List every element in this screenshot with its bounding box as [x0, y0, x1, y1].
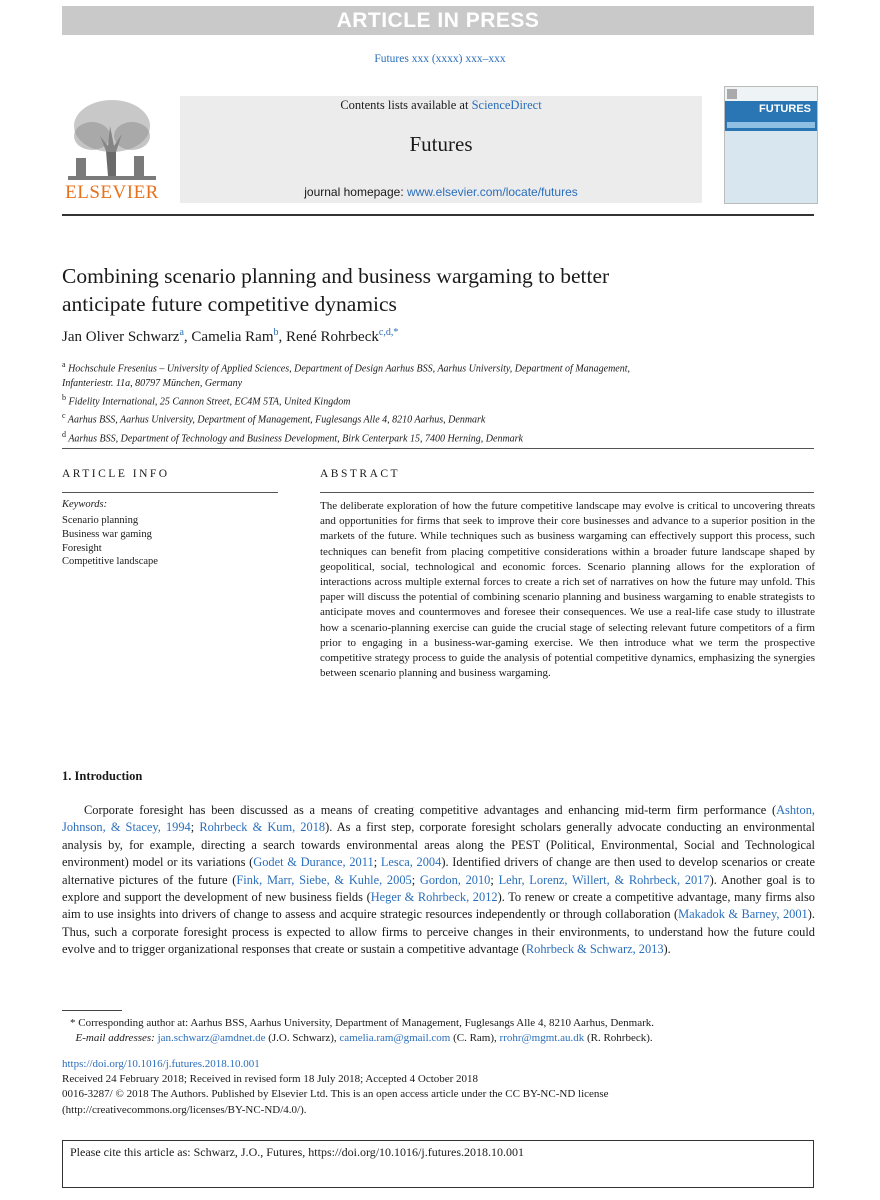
email-link[interactable]: rrohr@mgmt.au.dk	[499, 1032, 585, 1044]
affiliation-text: Aarhus BSS, Aarhus University, Department of Management, Fuglesangs Alle 4, 8210 Aarhus, Denmark	[67, 414, 486, 426]
citation-link[interactable]: Ashton, Johnson, & Stacey, 1994	[62, 803, 815, 835]
footnote-rule	[62, 1010, 122, 1011]
email-link[interactable]: jan.schwarz@amdnet.de	[157, 1032, 266, 1044]
affiliation-text: Infanteriestr. 11a, 80797 München, Germany	[62, 377, 243, 389]
affiliation-text: Hochschule Fresenius – University of Applied Sciences, Department of Design Aarhus BSS, Aarhus University, Department of Management,	[68, 363, 631, 375]
affiliation-text: Fidelity International, 25 Cannon Street, EC4M 5TA, United Kingdom	[68, 396, 351, 408]
citation-text: Please cite this article as: Schwarz, J.O., Futures, https://doi.org/10.1016/j.futures.2018.10.001	[70, 1145, 525, 1159]
intro-text: Corporate foresight has been discussed as a means of creating competitive advantages and enhancing mid-term firm performance (	[84, 803, 777, 817]
citation-link[interactable]: Makadok & Barney, 2001	[678, 907, 808, 922]
email-link[interactable]: camelia.ram@gmail.com	[339, 1032, 451, 1044]
abstract-rule	[320, 492, 814, 493]
citation-link[interactable]: Godet & Durance, 2011	[253, 855, 374, 870]
introduction-paragraph	[62, 802, 815, 959]
intro-text: ;	[373, 855, 381, 870]
citation-box	[62, 1140, 814, 1188]
keyword-item: Scenario planning	[62, 515, 139, 526]
intro-text: ;	[411, 872, 420, 887]
cover-publisher-mark	[727, 89, 737, 99]
intro-text: ;	[190, 820, 200, 835]
affiliation-item	[62, 428, 814, 447]
section-heading-introduction: 1. Introduction	[62, 769, 143, 783]
affiliation-item	[62, 358, 814, 377]
author-affiliation-mark[interactable]: a	[179, 327, 184, 338]
cover-body	[725, 131, 817, 203]
citation-link[interactable]: Heger & Rohrbeck, 2012	[370, 890, 498, 905]
doi-link[interactable]: https://doi.org/10.1016/j.futures.2018.10.001	[62, 1058, 260, 1070]
citation-link[interactable]: Lehr, Lorenz, Willert, & Rohrbeck, 2017	[498, 872, 710, 887]
citation-link[interactable]: Rohrbeck & Schwarz, 2013	[525, 942, 664, 957]
license-line: 0016-3287/ © 2018 The Authors. Published by Elsevier Ltd. This is an open access article under the CC BY-NC-ND license	[62, 1088, 609, 1101]
abstract-text: The deliberate exploration of how the future competitive landscape may evolve is critical to uncovering threats and opportunities for firms that seek to improve their core businesses and advance to a superior position in the markets of the future. While techniques such as business wargaming can effectively support this process, such techniques can benefit from placing competitive considerations within a broader future landscape shaped by geopolitical, social, technological and economic forces. Scenario planning allows for the exploration of interactions across multiple external forces to create a rich set of narratives on how the future may unfold. This paper will discuss the potential of combining scenario planning and business wargaming to enable strategists to anticipate moves and countermoves and foresee their consequences. We use a real-life case study to illustrate how a scenario-planning exercise can guide the crucial stage of selecting relevant future competitors of a firm prior to engaging in a business-war-gaming exercise. We then introduce what we term the prospective competitive strategy process to guide the analysis of potential competitive dynamics, emphasizing the synergies between scenario planning and business wargaming.	[320, 500, 815, 680]
section-divider	[62, 448, 814, 449]
affiliation-item	[62, 391, 814, 410]
article-title	[62, 262, 814, 318]
email-owner: (J.O. Schwarz),	[265, 1032, 340, 1044]
corresponding-author-note: * Corresponding author at: Aarhus BSS, Aarhus University, Department of Management, Fuglesangs Alle 4, 8210 Aarhus, Denmark.	[70, 1017, 655, 1029]
intro-text: ;	[490, 872, 499, 887]
affiliation-list	[62, 358, 814, 446]
keywords-label: Keywords:	[62, 499, 108, 510]
sciencedirect-link[interactable]: ScienceDirect	[471, 98, 542, 112]
journal-header-box	[180, 96, 702, 203]
abstract-heading: ABSTRACT	[320, 468, 401, 480]
elsevier-wordmark: ELSEVIER	[65, 182, 159, 203]
author-name: Jan Oliver Schwarz	[62, 329, 180, 345]
article-in-press-banner: ARTICLE IN PRESS	[62, 6, 814, 35]
intro-text: ). As a first step, corporate foresight scholars generally advocate conducting an environmental analysis by, for example, directing a search towards environmental areas along the PEST (Political, Environmental, Social and Technological environment) model or its variations (	[62, 820, 815, 870]
email-owner: (R. Rohrbeck).	[584, 1032, 653, 1044]
keyword-item: Foresight	[62, 542, 102, 554]
affiliation-mark: d	[62, 429, 66, 439]
citation-link[interactable]: Lesca, 2004	[380, 855, 442, 870]
title-line-2: anticipate future competitive dynamics	[62, 292, 397, 316]
author-name: Camelia Ram	[191, 329, 274, 345]
author-list: Jan Oliver Schwarz$^a$, Camelia Ram$^b$, René Rohrbeck$^{c,d,*}$	[62, 327, 399, 345]
citation-link[interactable]: Rohrbeck & Kum, 2018	[199, 820, 326, 835]
intro-text: ).	[663, 942, 671, 957]
keywords-list	[62, 514, 158, 569]
intro-text: ). To renew or create a competitive advantage, many firms also aim to use insights into drivers of change to assess and acquire strategic resources independently or through collaboration (	[62, 890, 815, 922]
keyword-item: Competitive landscape	[62, 556, 158, 568]
affiliation-item	[62, 377, 814, 391]
email-line	[70, 1031, 814, 1046]
journal-title: Futures	[409, 132, 473, 156]
license-url[interactable]: (http://creativecommons.org/licenses/BY-NC-ND/4.0/).	[62, 1103, 307, 1116]
affiliation-text: Aarhus BSS, Department of Technology and Business Development, Birk Centerpark 15, 7400 Herning, Denmark	[68, 433, 523, 445]
citation-link[interactable]: Gordon, 2010	[419, 872, 491, 887]
cover-subtitle-bar	[727, 122, 815, 128]
footnote	[62, 1016, 814, 1046]
intro-text: ). Another goal is to explore and support the development of new business fields (	[62, 872, 815, 905]
article-info-heading: ARTICLE INFO	[62, 468, 170, 480]
affiliation-mark: b	[62, 392, 66, 402]
journal-cover-thumbnail	[724, 86, 818, 204]
intro-text: ). Thus, such a corporate foresight process is expected to allow firms to perceive changes in their environments, to understand how the future could evolve and to trigger organizational responses that create or sustain a competitive advantage (	[62, 907, 815, 957]
contents-prefix: Contents lists available at	[340, 98, 472, 112]
author-affiliation-mark[interactable]: c,d,*	[378, 327, 399, 338]
article-info-rule	[62, 492, 278, 493]
intro-text: ). Identified drivers of change are then used to develop scenarios or create alternative pictures of the future (	[62, 855, 815, 887]
received-dates: Received 24 February 2018; Received in revised form 18 July 2018; Accepted 4 October 2018	[62, 1073, 479, 1086]
email-owner: (C. Ram),	[450, 1032, 500, 1044]
affiliation-mark: c	[62, 411, 66, 421]
journal-reference-link[interactable]: Futures xxx (xxxx) xxx–xxx	[374, 53, 506, 65]
homepage-prefix: journal homepage:	[304, 185, 407, 199]
homepage-line	[180, 185, 702, 199]
affiliation-item	[62, 409, 814, 428]
keyword-item: Business war gaming	[62, 528, 152, 540]
citation-link[interactable]: Fink, Marr, Siebe, & Kuhle, 2005	[236, 872, 412, 887]
contents-line	[180, 98, 702, 113]
title-line-1: Combining scenario planning and business wargaming to better	[62, 264, 610, 288]
homepage-link[interactable]: www.elsevier.com/locate/futures	[407, 185, 578, 199]
author-affiliation-mark[interactable]: b	[273, 327, 279, 338]
author-name: René Rohrbeck	[285, 329, 379, 345]
header-divider	[62, 214, 814, 216]
email-label: E-mail addresses:	[75, 1032, 158, 1044]
cover-title: FUTURES	[759, 103, 811, 115]
article-metadata	[62, 1057, 814, 1118]
affiliation-mark: a	[62, 360, 66, 369]
